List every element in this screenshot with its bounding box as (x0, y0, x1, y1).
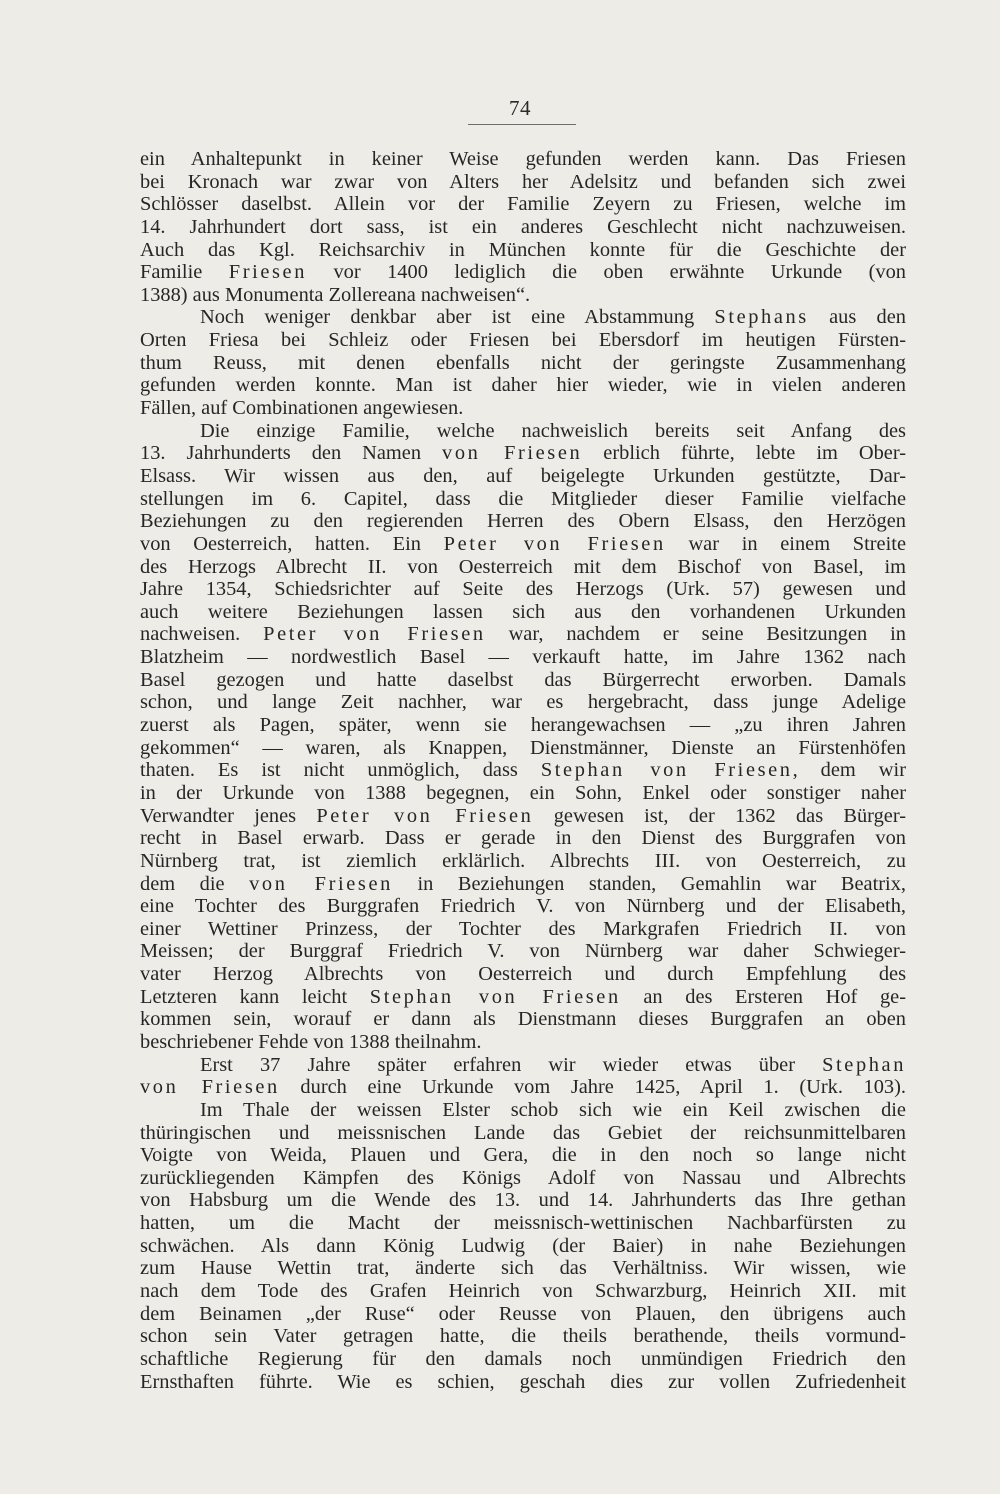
body-text (140, 148, 906, 1393)
text-line (140, 374, 906, 397)
text-line (140, 397, 906, 420)
text-line (140, 1122, 906, 1145)
text-line (140, 239, 906, 262)
line-text: durch eine Urkunde vom Jahre 1425, April 1. (Urk. 103). (279, 1076, 907, 1099)
text-line (140, 963, 906, 986)
line-text: stellungen im 6. Capitel, dass die Mitglieder dieser Familie vielfache (140, 487, 906, 510)
text-line (140, 850, 906, 873)
text-line (140, 533, 906, 556)
line-text: schwächen. Als dann König Ludwig (der Baier) in nahe Beziehungen (140, 1234, 906, 1257)
line-text: thaten. Es ist nicht unmöglich, dass (140, 759, 541, 782)
line-text: beschriebener Fehde von 1388 theilnahm. (140, 1030, 482, 1053)
line-text: aus den (808, 306, 906, 329)
spaced-name: Friesen (228, 261, 307, 284)
line-text: Orten Friesa bei Schleiz oder Friesen bei Ebersdorf im heutigen Fürsten- (140, 329, 906, 352)
line-text: an des Ersteren Hof ge- (620, 985, 906, 1008)
line-text: war, nachdem er seine Besitzungen in (485, 623, 906, 646)
line-text: Schlösser daselbst. Allein vor der Familie Zeyern zu Friesen, welche im (140, 193, 906, 216)
line-text: , dem wir (792, 759, 906, 782)
line-text: Nürnberg trat, ist ziemlich erklärlich. Albrechts III. von Oesterreich, zu (140, 849, 906, 872)
line-text: kommen sein, worauf er dann als Dienstmann dieses Burggrafen an oben (140, 1008, 906, 1031)
spaced-name: Stephan (822, 1053, 906, 1076)
line-text: Verwandter jenes (140, 804, 317, 827)
line-text: auch weitere Beziehungen lassen sich aus den vorhandenen Urkunden (140, 600, 906, 623)
line-text: zuerst als Pagen, später, wenn sie herangewachsen — „zu ihren Jahren (140, 714, 906, 737)
line-text: thum Reuss, mit denen ebenfalls nicht der geringste Zusammenhang (140, 351, 906, 374)
line-text: in Beziehungen standen, Gemahlin war Beatrix, (392, 872, 906, 895)
line-text: Die einzige Familie, welche nachweislich bereits seit Anfang des (200, 419, 906, 442)
line-text: zurückliegenden Kämpfen des Königs Adolf von Nassau und Albrechts (140, 1166, 906, 1189)
spaced-name: von Friesen (249, 872, 393, 895)
line-text: Familie (140, 261, 229, 284)
line-text: eine Tochter des Burggrafen Friedrich V. von Nürnberg und der Elisabeth, (140, 895, 906, 918)
text-line (140, 1212, 906, 1235)
line-text: in der Urkunde von 1388 begegnen, ein Sohn, Enkel oder sonstiger naher (140, 781, 906, 804)
text-line (140, 714, 906, 737)
text-line (140, 918, 906, 941)
line-text: Auch das Kgl. Reichsarchiv in München konnte für die Geschichte der (140, 238, 906, 261)
line-text: war in einem Streite (665, 532, 906, 555)
text-line (140, 1167, 906, 1190)
text-line (140, 895, 906, 918)
spaced-name: Peter von Friesen (443, 532, 666, 555)
text-line (140, 1076, 906, 1099)
text-line (140, 827, 906, 850)
text-line (140, 510, 906, 533)
line-text: Voigte von Weida, Plauen und Gera, die in den noch so lange nicht (140, 1144, 906, 1167)
text-line (140, 488, 906, 511)
text-line (140, 306, 906, 329)
line-text: 13. Jahrhunderts den Namen (140, 442, 443, 465)
text-line (140, 601, 906, 624)
spaced-name: Stephan von Friesen (369, 985, 621, 1008)
text-line (140, 1348, 906, 1371)
spaced-name: Stephan von Friesen (540, 759, 793, 782)
line-text: dem Beinamen „der Ruse“ oder Reusse von Plauen, den übrigens auch (140, 1302, 906, 1325)
line-text: vor 1400 lediglich die oben erwähnte Urkunde (von (307, 261, 906, 284)
text-line (140, 873, 906, 896)
text-line (140, 148, 906, 171)
line-text: gefunden werden konnte. Man ist daher hier wieder, wie in vielen anderen (140, 374, 906, 397)
line-text: recht in Basel erwarb. Dass er gerade in den Dienst des Burggrafen von (140, 827, 906, 850)
line-text: bei Kronach war zwar von Alters her Adelsitz und befanden sich zwei (140, 170, 906, 193)
text-line (140, 284, 906, 307)
line-text: Meissen; der Burggraf Friedrich V. von Nürnberg war daher Schwieger- (140, 940, 906, 963)
text-line (140, 216, 906, 239)
text-line (140, 1235, 906, 1258)
line-text: hatten, um die Macht der meissnisch-wettinischen Nachbarfürsten zu (140, 1212, 906, 1235)
text-line (140, 691, 906, 714)
spaced-name: von Friesen (140, 1076, 280, 1099)
text-line (140, 1303, 906, 1326)
text-line (140, 805, 906, 828)
line-text: Letzteren kann leicht (140, 985, 370, 1008)
line-text: Beziehungen zu den regierenden Herren des Obern Elsass, den Herzögen (140, 510, 906, 533)
text-line (140, 1054, 906, 1077)
text-line (140, 1099, 906, 1122)
line-text: zum Hause Wettin trat, änderte sich das Verhältniss. Wir wissen, wie (140, 1257, 906, 1280)
text-line (140, 465, 906, 488)
line-text: 1388) aus Monumenta Zollereana nachweisen“. (140, 283, 531, 306)
text-line (140, 669, 906, 692)
line-text: des Herzogs Albrecht II. von Oesterreich mit dem Bischof von Basel, im (140, 555, 906, 578)
text-line (140, 556, 906, 579)
line-text: Ernsthaften führte. Wie es schien, geschah dies zur vollen Zufriedenheit (140, 1370, 906, 1393)
line-text: schon sein Vater getragen hatte, die theils berathende, theils vormund- (140, 1325, 906, 1348)
line-text: schon, und lange Zeit nachher, war es hergebracht, dass junge Adelige (140, 691, 906, 714)
text-line (140, 171, 906, 194)
text-line (140, 1031, 906, 1054)
line-text: schaftliche Regierung für den damals noch unmündigen Friedrich den (140, 1347, 906, 1370)
line-text: gekommen“ — waren, als Knappen, Dienstmänner, Dienste an Fürstenhöfen (140, 736, 906, 759)
text-line (140, 193, 906, 216)
text-line (140, 782, 906, 805)
line-text: Noch weniger denkbar aber ist eine Abstammung (200, 306, 715, 329)
text-line (140, 261, 906, 284)
text-line (140, 1325, 906, 1348)
line-text: 14. Jahrhundert dort sass, ist ein anderes Geschlecht nicht nachzuweisen. (140, 215, 906, 238)
text-line (140, 1189, 906, 1212)
line-text: nach dem Tode des Grafen Heinrich von Schwarzburg, Heinrich XII. mit (140, 1280, 906, 1303)
line-text: gewesen ist, der 1362 das Bürger- (533, 804, 907, 827)
line-text: von Habsburg um die Wende des 13. und 14. Jahrhunderts das Ihre gethan (140, 1189, 906, 1212)
line-text: Im Thale der weissen Elster schob sich wie ein Keil zwischen die (200, 1098, 906, 1121)
line-text: Erst 37 Jahre später erfahren wir wieder etwas über (200, 1053, 823, 1076)
line-text: Elsass. Wir wissen aus den, auf beigelegte Urkunden gestützte, Dar- (140, 464, 906, 487)
line-text: Jahre 1354, Schiedsrichter auf Seite des Herzogs (Urk. 57) gewesen und (140, 578, 906, 601)
text-line (140, 1280, 906, 1303)
spaced-name: Peter von Friesen (263, 623, 486, 646)
line-text: Fällen, auf Combinationen angewiesen. (140, 397, 464, 420)
line-text: ein Anhaltepunkt in keiner Weise gefunden werden kann. Das Friesen (140, 148, 906, 170)
line-text: dem die (140, 872, 250, 895)
line-text: von Oesterreich, hatten. Ein (140, 532, 444, 555)
line-text: vater Herzog Albrechts von Oesterreich und durch Empfehlung des (140, 963, 906, 986)
text-line (140, 1257, 906, 1280)
page-number: 74 (509, 96, 531, 120)
text-line (140, 646, 906, 669)
text-line (140, 759, 906, 782)
line-text: Basel gezogen und hatte daselbst das Bürgerrecht erworben. Damals (140, 668, 906, 691)
text-line (140, 940, 906, 963)
text-line (140, 329, 906, 352)
line-text: einer Wettiner Prinzess, der Tochter des Markgrafen Friedrich II. von (140, 917, 906, 940)
text-line (140, 737, 906, 760)
spaced-name: von Friesen (442, 442, 583, 465)
spaced-name: Peter von Friesen (316, 804, 534, 827)
line-text: thüringischen und meissnischen Lande das Gebiet der reichsunmittelbaren (140, 1121, 906, 1144)
text-line (140, 623, 906, 646)
text-line (140, 1371, 906, 1394)
page-number-rule (468, 124, 576, 125)
text-line (140, 986, 906, 1009)
text-line (140, 352, 906, 375)
line-text: Blatzheim — nordwestlich Basel — verkauft hatte, im Jahre 1362 nach (140, 646, 906, 669)
text-line (140, 442, 906, 465)
spaced-name: Stephans (714, 306, 809, 329)
line-text: erblich führte, lebte im Ober- (582, 442, 907, 465)
text-line (140, 1144, 906, 1167)
text-line (140, 420, 906, 443)
text-line (140, 1008, 906, 1031)
text-line (140, 578, 906, 601)
line-text: nachweisen. (140, 623, 264, 646)
